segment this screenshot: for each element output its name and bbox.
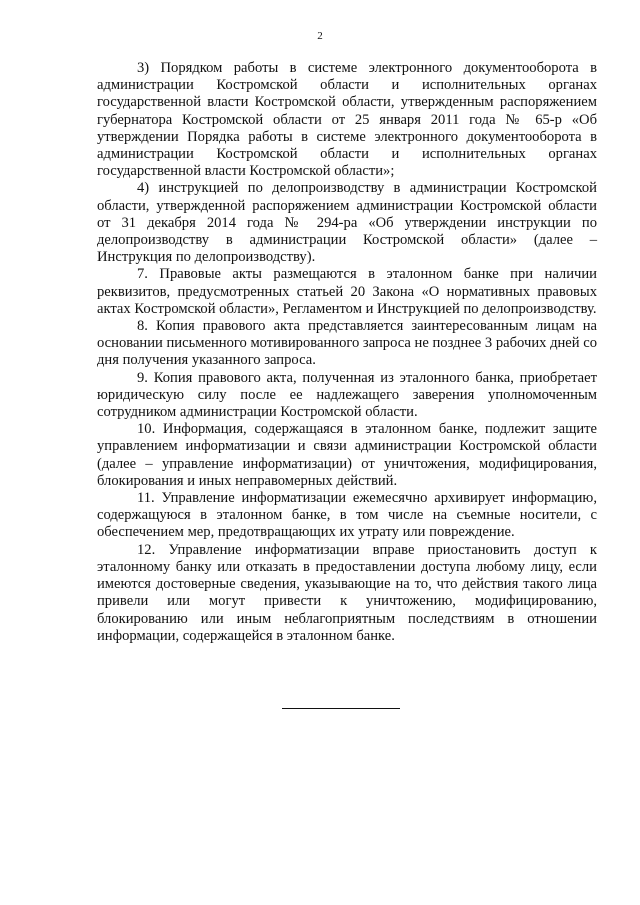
paragraph-clause-11: 11. Управление информатизации ежемесячно архивирует информацию, содержащуюся в эталонном банке, в том числе на съемные носители, с обеспечением мер, предотвращающих их утрату или повреждение. xyxy=(97,490,597,541)
paragraph-item-3: 3) Порядком работы в системе электронного документооборота в администрации Костромской области и исполнительных органах государственной власти Костромской области, утвержденным распоряжением губернатора Костромской области от 25 января 2011 года № 65-р «Об утверждении Порядка работы в системе электронного документооборота в администрации Костромской области и исполнительных органах государственной власти Костромской области»; xyxy=(97,60,597,180)
paragraph-clause-7: 7. Правовые акты размещаются в эталонном банке при наличии реквизитов, предусмотренных статьей 20 Закона «О нормативных правовых актах Костромской области», Регламентом и Инструкцией по делопроизводству. xyxy=(97,266,597,317)
paragraph-clause-12: 12. Управление информатизации вправе приостановить доступ к эталонному банку или отказать в предоставлении доступа любому лицу, если имеются достоверные сведения, указывающие на то, что действия такого лица привели или могут привести к уничтожению, модифицированию, блокированию или иным неблагоприятным последствиям в отношении информации, содержащейся в эталонном банке. xyxy=(97,541,597,644)
paragraph-clause-10: 10. Информация, содержащаяся в эталонном банке, подлежит защите управлением информатизации и связи администрации Костромской области (далее – управление информатизации) от уничтожения, модифицирования, блокирования и иных неправомерных действий. xyxy=(97,421,597,489)
paragraph-item-4: 4) инструкцией по делопроизводству в администрации Костромской области, утвержденной распоряжением администрации Костромской области от 31 декабря 2014 года № 294-ра «Об утверждении инструкции по делопроизводству в администрации Костромской области» (далее – Инструкция по делопроизводству). xyxy=(97,180,597,266)
end-of-document-rule xyxy=(282,708,400,709)
document-body xyxy=(97,60,597,645)
page-number: 2 xyxy=(317,30,323,42)
paragraph-clause-9: 9. Копия правового акта, полученная из эталонного банка, приобретает юридическую силу после ее надлежащего заверения уполномоченным сотрудником администрации Костромской области. xyxy=(97,369,597,421)
paragraph-clause-8: 8. Копия правового акта представляется заинтересованным лицам на основании письменного мотивированного запроса не позднее 3 рабочих дней со дня получения указанного запроса. xyxy=(97,318,598,369)
